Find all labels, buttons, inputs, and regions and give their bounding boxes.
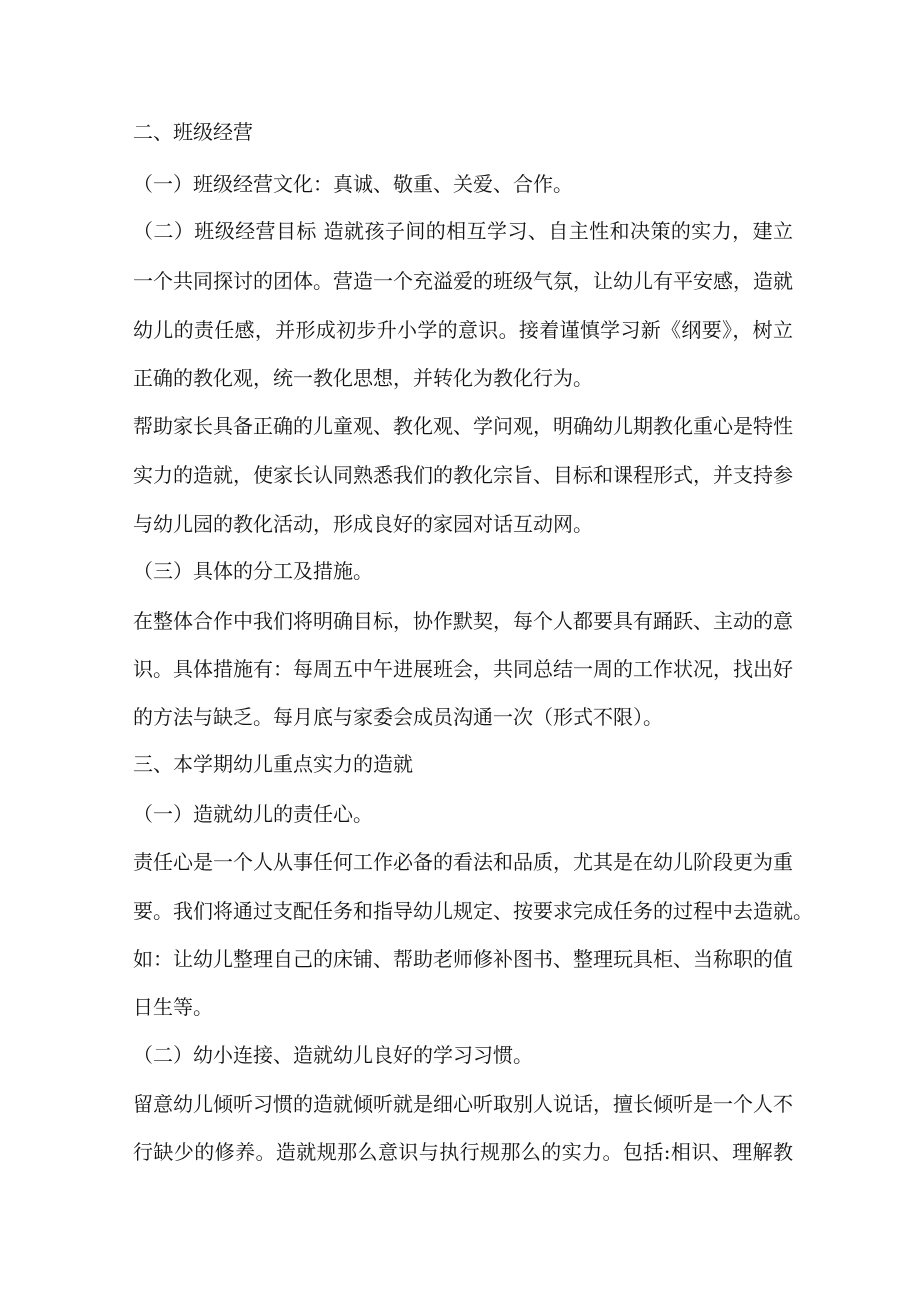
subsection-responsibility: （一）造就幼儿的责任心。: [133, 802, 373, 826]
subsection-class-culture: （一）班级经营文化：真诚、敬重、关爱、合作。: [133, 172, 573, 196]
paragraph-line: 责任心是一个人从事任何工作必备的看法和品质，尤其是在幼儿阶段更为重: [133, 850, 793, 874]
paragraph-line: 的方法与缺乏。每月底与家委会成员沟通一次（形式不限）。: [133, 705, 663, 729]
paragraph-line: 帮助家长具备正确的儿童观、教化观、学问观，明确幼儿期教化重心是特性: [133, 414, 793, 438]
section-heading-class-management: 二、班级经营: [133, 120, 253, 144]
section-heading-key-abilities: 三、本学期幼儿重点实力的造就: [133, 752, 413, 776]
paragraph-line: 一个共同探讨的团体。营造一个充溢爱的班级气氛，让幼儿有平安感，造就: [133, 269, 793, 293]
paragraph-line: 在整体合作中我们将明确目标，协作默契，每个人都要具有踊跃、主动的意: [133, 609, 793, 633]
subsection-division-of-labor: （三）具体的分工及措施。: [133, 559, 373, 583]
paragraph-line: 实力的造就，使家长认同熟悉我们的教化宗旨、目标和课程形式，并支持参: [133, 463, 793, 487]
paragraph-line: 幼儿的责任感，并形成初步升小学的意识。接着谨慎学习新《纲要》，树立: [133, 318, 793, 342]
paragraph-line: 识。具体措施有：每周五中午进展班会，共同总结一周的工作状况，找出好: [133, 657, 793, 681]
paragraph-line: 正确的教化观，统一教化思想，并转化为教化行为。: [133, 366, 593, 390]
paragraph-line: 与幼儿园的教化活动，形成良好的家园对话互动网。: [133, 512, 593, 536]
paragraph-line: 要。我们将通过支配任务和指导幼儿规定、按要求完成任务的过程中去造就。: [133, 899, 813, 923]
paragraph-line: 日生等。: [133, 995, 213, 1019]
paragraph-line: （二）班级经营目标 造就孩子间的相互学习、自主性和决策的实力，建立: [133, 219, 793, 243]
paragraph-line: 如：让幼儿整理自己的床铺、帮助老师修补图书、整理玩具柜、当称职的值: [133, 947, 793, 971]
paragraph-line: 行缺少的修养。造就规那么意识与执行规那么的实力。包括:相识、理解教: [133, 1140, 793, 1164]
subsection-learning-habits: （二）幼小连接、造就幼儿良好的学习习惯。: [133, 1043, 533, 1067]
paragraph-line: 留意幼儿倾听习惯的造就倾听就是细心听取别人说话，擅长倾听是一个人不: [133, 1092, 793, 1116]
